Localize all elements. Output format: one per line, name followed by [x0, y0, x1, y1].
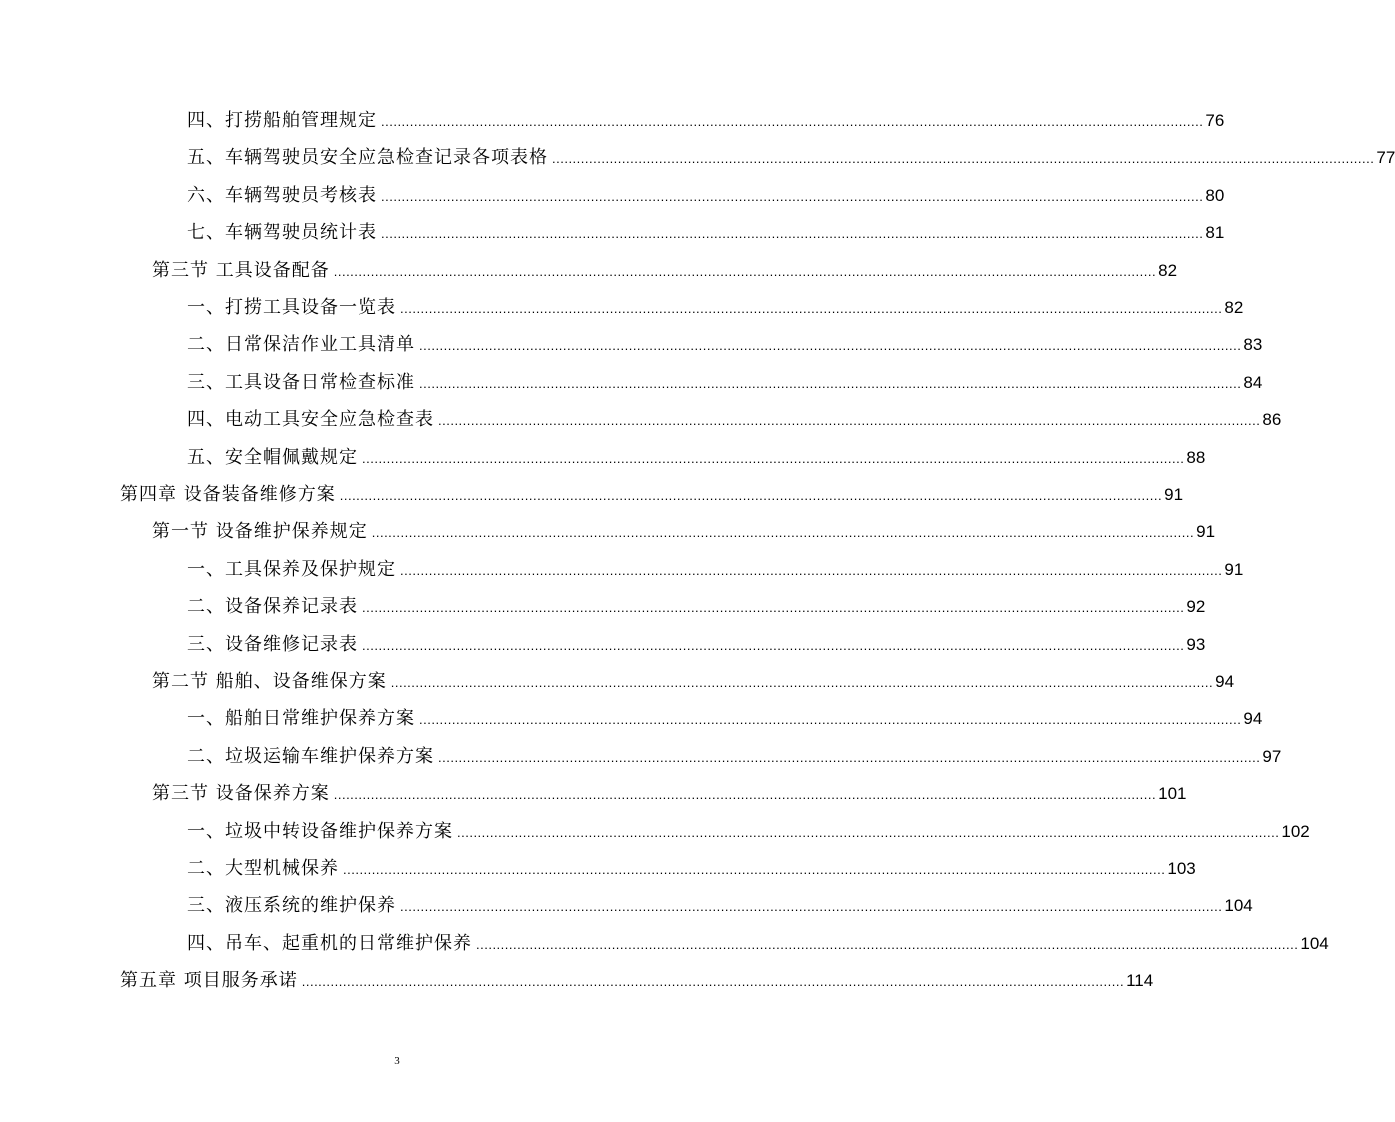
toc-dot-leader: ........................................................................................................................................................................................................ [438, 750, 1261, 765]
toc-entry-title: 四、吊车、起重机的日常维护保养 [187, 933, 472, 954]
toc-entry-item[interactable] [187, 399, 1282, 431]
page-number: 3 [394, 1055, 400, 1067]
toc-entry-title: 二、日常保洁作业工具清单 [187, 334, 415, 355]
toc-entry-page-number: 91 [1224, 560, 1244, 579]
toc-entry-item[interactable] [187, 624, 1206, 656]
toc-entry-title: 第二节 船舶、设备维保方案 [152, 671, 387, 692]
toc-entry-title: 第三节 设备保养方案 [152, 783, 330, 804]
toc-entry-page-number: 103 [1167, 859, 1196, 878]
toc-entry-item[interactable] [187, 137, 1395, 169]
toc-entry-item[interactable] [187, 736, 1282, 768]
toc-entry-page-number: 76 [1205, 111, 1225, 130]
toc-entry-title: 四、打捞船舶管理规定 [187, 110, 377, 131]
toc-entry-page-number: 88 [1186, 448, 1206, 467]
toc-entry-title: 三、工具设备日常检查标准 [187, 372, 415, 393]
toc-entry-title: 三、液压系统的维护保养 [187, 895, 396, 916]
toc-dot-leader: ........................................................................................................................................................................................................ [343, 862, 1166, 877]
toc-entry-page-number: 82 [1224, 298, 1244, 317]
toc-entry-title: 一、垃圾中转设备维护保养方案 [187, 821, 453, 842]
toc-dot-leader: ........................................................................................................................................................................................................ [419, 712, 1242, 727]
toc-entry-section[interactable] [152, 511, 1216, 543]
toc-entry-item[interactable] [187, 848, 1196, 880]
toc-dot-leader: ........................................................................................................................................................................................................ [400, 899, 1223, 914]
toc-entry-item[interactable] [187, 586, 1206, 618]
toc-entry-page-number: 91 [1196, 522, 1216, 541]
toc-entry-page-number: 77 [1376, 148, 1395, 167]
toc-dot-leader: ........................................................................................................................................................................................................ [371, 525, 1195, 540]
toc-entry-title: 一、工具保养及保护规定 [187, 559, 396, 580]
toc-entry-title: 二、垃圾运输车维护保养方案 [187, 746, 434, 767]
toc-entry-page-number: 81 [1205, 223, 1225, 242]
toc-dot-leader: ........................................................................................................................................................................................................ [400, 563, 1223, 578]
toc-entry-title: 第一节 设备维护保养规定 [152, 521, 368, 542]
toc-dot-leader: ........................................................................................................................................................................................................ [333, 264, 1157, 279]
toc-dot-leader: ........................................................................................................................................................................................................ [419, 338, 1242, 353]
toc-entry-page-number: 104 [1224, 896, 1253, 915]
toc-entry-page-number: 114 [1126, 971, 1154, 990]
toc-entry-section[interactable] [152, 661, 1235, 693]
toc-entry-item[interactable] [187, 362, 1263, 394]
toc-entry-item[interactable] [187, 549, 1244, 581]
toc-entry-item[interactable] [187, 698, 1263, 730]
toc-entry-page-number: 92 [1186, 597, 1206, 616]
toc-dot-leader: ........................................................................................................................................................................................................ [457, 825, 1280, 840]
toc-entry-page-number: 94 [1243, 709, 1263, 728]
toc-entry-chapter[interactable] [120, 960, 1154, 992]
toc-dot-leader: ........................................................................................................................................................................................................ [381, 226, 1204, 241]
toc-entry-title: 第三节 工具设备配备 [152, 260, 330, 281]
toc-entry-title: 五、安全帽佩戴规定 [187, 447, 358, 468]
toc-entry-page-number: 102 [1281, 822, 1310, 841]
toc-dot-leader: ........................................................................................................................................................................................................ [362, 451, 1185, 466]
toc-dot-leader: ........................................................................................................................................................................................................ [339, 488, 1163, 503]
toc-entry-title: 第四章 设备装备维修方案 [120, 484, 336, 505]
toc-entry-page-number: 101 [1158, 784, 1187, 803]
toc-entry-title: 二、设备保养记录表 [187, 596, 358, 617]
toc-entry-page-number: 91 [1164, 485, 1184, 504]
toc-entry-title: 六、车辆驾驶员考核表 [187, 185, 377, 206]
toc-dot-leader: ........................................................................................................................................................................................................ [362, 600, 1185, 615]
toc-entry-section[interactable] [152, 250, 1178, 282]
toc-dot-leader: ........................................................................................................................................................................................................ [333, 787, 1157, 802]
toc-entry-page-number: 94 [1215, 672, 1235, 691]
toc-entry-title: 一、船舶日常维护保养方案 [187, 708, 415, 729]
toc-dot-leader: ........................................................................................................................................................................................................ [552, 151, 1375, 166]
toc-entry-chapter[interactable] [120, 474, 1184, 506]
toc-entry-page-number: 83 [1243, 335, 1263, 354]
toc-dot-leader: ........................................................................................................................................................................................................ [301, 974, 1125, 989]
toc-dot-leader: ........................................................................................................................................................................................................ [400, 301, 1223, 316]
toc-dot-leader: ........................................................................................................................................................................................................ [419, 376, 1242, 391]
toc-entry-item[interactable] [187, 437, 1206, 469]
toc-entry-item[interactable] [187, 175, 1225, 207]
toc-entry-page-number: 104 [1300, 934, 1329, 953]
toc-entry-title: 一、打捞工具设备一览表 [187, 297, 396, 318]
toc-entry-item[interactable] [187, 212, 1225, 244]
toc-entry-title: 七、车辆驾驶员统计表 [187, 222, 377, 243]
toc-entry-title: 第五章 项目服务承诺 [120, 970, 298, 991]
toc-entry-title: 三、设备维修记录表 [187, 634, 358, 655]
toc-dot-leader: ........................................................................................................................................................................................................ [362, 638, 1185, 653]
toc-entry-item[interactable] [187, 885, 1253, 917]
toc-entry-page-number: 84 [1243, 373, 1263, 392]
toc-entry-page-number: 82 [1158, 261, 1178, 280]
toc-entry-title: 四、电动工具安全应急检查表 [187, 409, 434, 430]
toc-entry-item[interactable] [187, 100, 1225, 132]
toc-entry-page-number: 80 [1205, 186, 1225, 205]
toc-entry-title: 五、车辆驾驶员安全应急检查记录各项表格 [187, 147, 548, 168]
toc-dot-leader: ........................................................................................................................................................................................................ [390, 675, 1214, 690]
toc-dot-leader: ........................................................................................................................................................................................................ [381, 189, 1204, 204]
toc-dot-leader: ........................................................................................................................................................................................................ [381, 114, 1204, 129]
toc-entry-item[interactable] [187, 324, 1263, 356]
toc-entry-page-number: 97 [1262, 747, 1282, 766]
toc-entry-section[interactable] [152, 773, 1187, 805]
toc-entry-page-number: 86 [1262, 410, 1282, 429]
toc-dot-leader: ........................................................................................................................................................................................................ [476, 937, 1299, 952]
toc-entry-page-number: 93 [1186, 635, 1206, 654]
toc-entry-item[interactable] [187, 811, 1310, 843]
toc-entry-item[interactable] [187, 923, 1329, 955]
toc-entry-title: 二、大型机械保养 [187, 858, 339, 879]
toc-entry-item[interactable] [187, 287, 1244, 319]
toc-dot-leader: ........................................................................................................................................................................................................ [438, 413, 1261, 428]
